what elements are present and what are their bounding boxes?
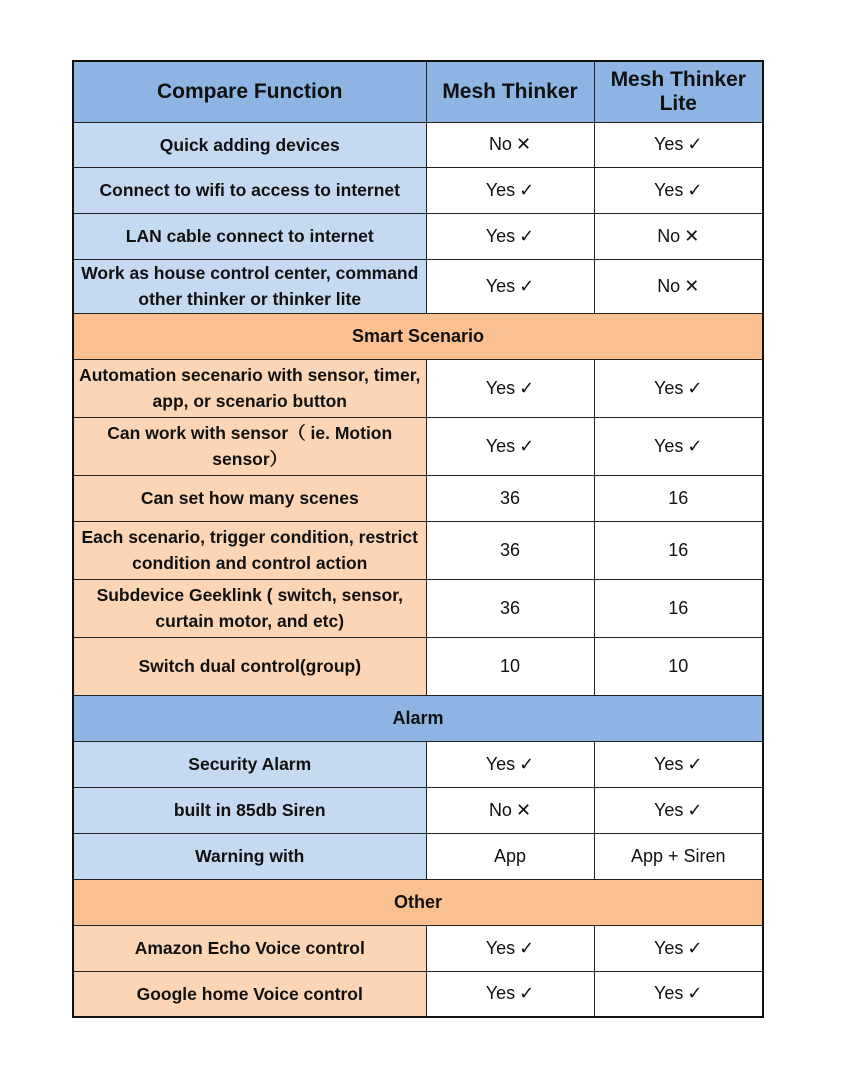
value-text: 10 — [668, 655, 689, 676]
table-row — [73, 167, 763, 213]
value-text: Yes — [485, 377, 516, 398]
table-row — [73, 259, 763, 313]
value-text: 36 — [499, 597, 521, 618]
check-icon: ✓ — [687, 983, 703, 1004]
value-text: No — [488, 799, 512, 820]
table-row — [73, 417, 763, 475]
check-icon: ✓ — [687, 377, 703, 398]
table-row — [73, 521, 763, 579]
mesh-thinker-lite-value-cell — [594, 475, 763, 521]
mesh-thinker-value-cell — [426, 741, 594, 787]
header-compare-function: Compare Function — [73, 61, 426, 122]
section-header-row — [73, 879, 763, 925]
check-icon: ✓ — [687, 937, 703, 958]
mesh-thinker-value-cell — [426, 213, 594, 259]
mesh-thinker-value-cell — [426, 833, 594, 879]
value-text: 16 — [668, 539, 689, 560]
check-icon: ✓ — [519, 225, 535, 246]
value-text: Yes — [654, 377, 684, 398]
value-text: Yes — [485, 983, 516, 1004]
value-text: App + Siren — [630, 845, 726, 866]
check-icon: ✓ — [687, 753, 703, 774]
table-row — [73, 971, 763, 1017]
value-text: Yes — [654, 134, 684, 154]
table-row — [73, 579, 763, 637]
value-text: No — [657, 225, 681, 246]
mesh-thinker-lite-value-cell — [594, 741, 763, 787]
mesh-thinker-value-cell — [426, 521, 594, 579]
value-text: 36 — [499, 539, 521, 560]
mesh-thinker-lite-value-cell — [594, 122, 763, 167]
table-row — [73, 122, 763, 167]
table-row — [73, 787, 763, 833]
mesh-thinker-lite-value-cell — [594, 213, 763, 259]
check-icon: ✓ — [519, 179, 535, 200]
mesh-thinker-lite-value-cell — [594, 579, 763, 637]
table-row — [73, 475, 763, 521]
cross-icon: ✕ — [515, 799, 532, 820]
section-title: Other — [73, 879, 763, 925]
comparison-table — [72, 60, 764, 1018]
check-icon: ✓ — [519, 983, 535, 1004]
mesh-thinker-lite-value-cell — [594, 637, 763, 695]
check-icon: ✓ — [519, 753, 535, 774]
value-text: Yes — [654, 753, 684, 774]
table-row — [73, 637, 763, 695]
mesh-thinker-value-cell — [426, 359, 594, 417]
check-icon: ✓ — [687, 179, 703, 200]
mesh-thinker-value-cell — [426, 637, 594, 695]
value-text: Yes — [485, 435, 516, 456]
value-text: Yes — [485, 753, 516, 774]
feature-cell: Google home Voice control — [73, 971, 426, 1017]
feature-cell: LAN cable connect to internet — [73, 213, 426, 259]
check-icon: ✓ — [687, 799, 703, 820]
value-text: Yes — [654, 435, 684, 456]
table-row — [73, 741, 763, 787]
table-body — [73, 122, 763, 1017]
value-text: Yes — [654, 937, 684, 958]
feature-cell: Each scenario, trigger condition, restrict condition and control action — [73, 521, 426, 579]
value-text: No — [657, 275, 681, 296]
mesh-thinker-value-cell — [426, 925, 594, 971]
value-text: Yes — [485, 275, 516, 296]
value-text: 36 — [499, 487, 521, 508]
mesh-thinker-lite-value-cell — [594, 971, 763, 1017]
value-text: App — [493, 845, 527, 866]
feature-cell: Quick adding devices — [73, 122, 426, 167]
value-text: No — [488, 134, 512, 154]
value-text: 16 — [668, 487, 689, 508]
value-text: 10 — [499, 655, 521, 676]
feature-cell: built in 85db Siren — [73, 787, 426, 833]
cross-icon: ✕ — [684, 275, 700, 296]
feature-cell: Work as house control center, command other thinker or thinker lite — [73, 259, 426, 313]
mesh-thinker-lite-value-cell — [594, 521, 763, 579]
feature-cell: Security Alarm — [73, 741, 426, 787]
mesh-thinker-value-cell — [426, 167, 594, 213]
mesh-thinker-value-cell — [426, 259, 594, 313]
value-text: Yes — [485, 937, 516, 958]
header-mesh-thinker-lite: Mesh Thinker Lite — [594, 61, 763, 122]
cross-icon: ✕ — [684, 225, 700, 246]
value-text: 16 — [668, 597, 689, 618]
value-text: Yes — [485, 179, 516, 200]
value-text: Yes — [485, 225, 516, 246]
mesh-thinker-lite-value-cell — [594, 167, 763, 213]
mesh-thinker-value-cell — [426, 579, 594, 637]
section-header-row — [73, 695, 763, 741]
value-text: Yes — [654, 179, 684, 200]
check-icon: ✓ — [519, 937, 535, 958]
feature-cell: Switch dual control(group) — [73, 637, 426, 695]
mesh-thinker-value-cell — [426, 971, 594, 1017]
mesh-thinker-lite-value-cell — [594, 787, 763, 833]
mesh-thinker-lite-value-cell — [594, 359, 763, 417]
mesh-thinker-value-cell — [426, 787, 594, 833]
check-icon: ✓ — [687, 134, 703, 154]
section-title: Smart Scenario — [73, 313, 763, 359]
mesh-thinker-lite-value-cell — [594, 833, 763, 879]
table-row — [73, 925, 763, 971]
mesh-thinker-value-cell — [426, 417, 594, 475]
check-icon: ✓ — [519, 377, 535, 398]
section-header-row — [73, 313, 763, 359]
value-text: Yes — [654, 799, 684, 820]
table-row — [73, 359, 763, 417]
feature-cell: Can set how many scenes — [73, 475, 426, 521]
table-row — [73, 833, 763, 879]
mesh-thinker-lite-value-cell — [594, 417, 763, 475]
feature-cell: Warning with — [73, 833, 426, 879]
mesh-thinker-lite-value-cell — [594, 925, 763, 971]
table-header-row — [73, 61, 763, 122]
feature-cell: Amazon Echo Voice control — [73, 925, 426, 971]
mesh-thinker-lite-value-cell — [594, 259, 763, 313]
mesh-thinker-value-cell — [426, 122, 594, 167]
mesh-thinker-value-cell — [426, 475, 594, 521]
header-mesh-thinker: Mesh Thinker — [426, 61, 594, 122]
table-row — [73, 213, 763, 259]
check-icon: ✓ — [519, 275, 535, 296]
section-title: Alarm — [73, 695, 763, 741]
feature-cell: Connect to wifi to access to internet — [73, 167, 426, 213]
cross-icon: ✕ — [515, 134, 532, 154]
feature-cell: Subdevice Geeklink ( switch, sensor, curtain motor, and etc) — [73, 579, 426, 637]
feature-cell: Automation secenario with sensor, timer, app, or scenario button — [73, 359, 426, 417]
value-text: Yes — [654, 983, 684, 1004]
feature-cell: Can work with sensor（ ie. Motion sensor） — [73, 417, 426, 475]
check-icon: ✓ — [519, 435, 535, 456]
check-icon: ✓ — [687, 435, 703, 456]
